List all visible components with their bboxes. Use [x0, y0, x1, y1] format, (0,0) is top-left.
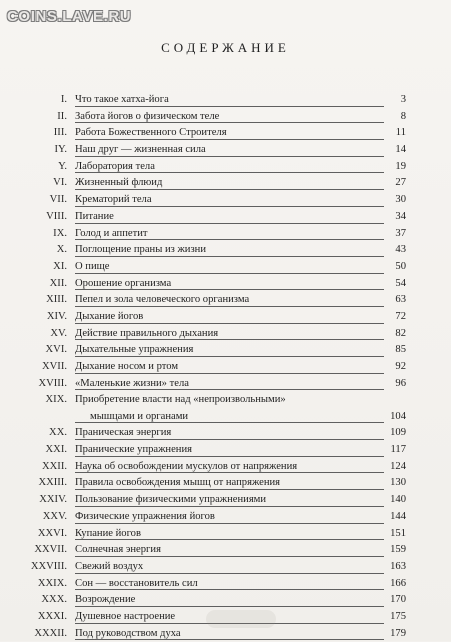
toc-entry	[0, 109, 451, 126]
toc-entry	[0, 442, 451, 459]
page-number: 151	[390, 527, 406, 539]
chapter-title: «Маленькие жизни» тела	[75, 377, 189, 389]
entry-rule	[75, 323, 384, 324]
page-number: 14	[395, 144, 406, 156]
page-number: 34	[395, 210, 406, 222]
chapter-title: Возрождение	[75, 594, 136, 606]
chapter-number: XI.	[53, 260, 67, 272]
page-number: 159	[390, 544, 406, 556]
entry-rule	[75, 523, 384, 524]
chapter-title: Наш друг — жизненная сила	[75, 144, 206, 156]
chapter-title: Орошение организма	[75, 277, 172, 289]
chapter-title: Солнечная энергия	[75, 544, 161, 556]
page-number: 27	[395, 177, 406, 189]
page-number: 166	[390, 577, 406, 589]
entry-rule	[75, 373, 384, 374]
chapter-number: VIII.	[46, 210, 67, 222]
entry-rule	[75, 273, 384, 274]
entry-rule	[75, 456, 384, 457]
entry-rule	[75, 506, 384, 507]
page-number: 179	[390, 627, 406, 639]
chapter-title: Забота йогов о физическом теле	[75, 110, 220, 122]
chapter-title: Лаборатория тела	[75, 160, 155, 172]
chapter-number: XXVI.	[37, 527, 67, 539]
chapter-title: Дыхательные упражнения	[75, 344, 194, 356]
toc-entry	[0, 475, 451, 492]
chapter-title: О пище	[75, 260, 110, 272]
watermark: COINS.LAVE.RU	[7, 8, 132, 25]
chapter-number: VII.	[49, 194, 67, 206]
chapter-title: Действие правильного дыхания	[75, 327, 219, 339]
toc-entry	[0, 259, 451, 276]
chapter-title: Купание йогов	[75, 527, 141, 539]
chapter-number: XXXI.	[37, 610, 67, 622]
chapter-title: Жизненный флюид	[75, 177, 163, 189]
chapter-number: VI.	[53, 177, 67, 189]
toc-entry	[0, 392, 451, 425]
chapter-number: XXIX.	[37, 577, 67, 589]
toc-entry	[0, 592, 451, 609]
chapter-number: XVIII.	[38, 377, 67, 389]
chapter-title: Поглощение праны из жизни	[75, 244, 207, 256]
page-number: 117	[390, 444, 406, 456]
toc-entry	[0, 626, 451, 642]
chapter-title: Пранические упражнения	[75, 444, 193, 456]
toc-entry	[0, 342, 451, 359]
chapter-number: XXIII.	[38, 477, 67, 489]
entry-rule	[75, 489, 384, 490]
chapter-title: Пепел и зола человеческого организма	[75, 294, 250, 306]
entry-rule	[75, 439, 384, 440]
chapter-number: XVII.	[41, 361, 67, 372]
page-number: 109	[390, 427, 406, 439]
entry-rule	[75, 589, 384, 590]
page-number: 11	[395, 127, 406, 139]
page-number: 63	[395, 294, 406, 306]
entry-rule	[75, 539, 384, 540]
chapter-number: XII.	[49, 277, 67, 289]
toc-entry	[0, 576, 451, 593]
toc-entry	[0, 276, 451, 293]
entry-rule	[75, 289, 384, 290]
chapter-number: IX.	[53, 227, 67, 239]
toc-entry	[0, 376, 451, 393]
entry-rule	[75, 189, 384, 190]
chapter-title: Свежий воздух	[75, 560, 144, 572]
entry-rule	[75, 106, 384, 107]
entry-rule	[75, 172, 384, 173]
page-number: 130	[390, 477, 406, 489]
chapter-number: XXV.	[42, 510, 67, 522]
chapter-title: Питание	[75, 210, 114, 222]
page-number: 37	[395, 227, 406, 239]
page-number: 43	[395, 244, 406, 256]
entry-rule	[75, 223, 384, 224]
page-number: 50	[395, 260, 406, 272]
scan-smudge	[206, 610, 276, 628]
toc-entry	[0, 175, 451, 192]
page-number: 140	[390, 494, 406, 506]
chapter-number: XIV.	[46, 310, 67, 322]
chapter-title: Дыхание носом и ртом	[75, 361, 179, 372]
page-number: 96	[395, 377, 406, 389]
chapter-number: XXIV.	[39, 494, 67, 506]
chapter-title: Сон — восстановитель сил	[75, 577, 198, 589]
entry-rule	[75, 139, 384, 140]
page-number: 85	[395, 344, 406, 356]
page-number: 82	[395, 327, 406, 339]
page-number: 92	[395, 361, 406, 372]
toc-entry	[0, 209, 451, 226]
chapter-number: II.	[57, 110, 67, 122]
chapter-number: XXX.	[41, 594, 67, 606]
entry-rule	[75, 239, 384, 240]
page-number: 104	[390, 411, 406, 423]
chapter-number: X.	[56, 244, 67, 256]
chapter-title-continued: мышцами и органами	[90, 411, 189, 423]
toc-entry	[0, 509, 451, 526]
toc-entry	[0, 226, 451, 243]
chapter-number: IY.	[54, 144, 67, 156]
toc-entry	[0, 326, 451, 343]
entry-rule	[75, 422, 384, 423]
toc-entry	[0, 425, 451, 442]
entry-rule	[75, 122, 384, 123]
page-number: 175	[390, 610, 406, 622]
chapter-number: XXII.	[41, 460, 67, 472]
chapter-number: Y.	[58, 160, 67, 172]
page-number: 8	[400, 110, 406, 122]
chapter-number: XXVII.	[34, 544, 67, 556]
entry-rule	[75, 472, 384, 473]
chapter-title: Праническая энергия	[75, 427, 172, 439]
chapter-title: Дыхание йогов	[75, 310, 144, 322]
entry-rule	[75, 206, 384, 207]
chapter-title: Работа Божественного Строителя	[75, 127, 227, 139]
chapter-title: Наука об освобождении мускулов от напряжения	[75, 460, 298, 472]
entry-rule	[75, 256, 384, 257]
page-number: 72	[395, 310, 406, 322]
page-number: 54	[395, 277, 406, 289]
toc-entry	[0, 309, 451, 326]
chapter-number: XVI.	[45, 344, 67, 356]
chapter-title: Физические упражнения йогов	[75, 510, 215, 522]
chapter-number: XX.	[49, 427, 67, 439]
toc-entry	[0, 192, 451, 209]
entry-rule	[75, 639, 384, 640]
chapter-number: XIII.	[46, 294, 67, 306]
entry-rule	[75, 156, 384, 157]
chapter-title: Душевное настроение	[75, 610, 176, 622]
page-number: 30	[395, 194, 406, 206]
page-number: 124	[390, 460, 406, 472]
chapter-number: I.	[60, 94, 67, 105]
entry-rule	[75, 356, 384, 357]
toc-entry	[0, 92, 451, 109]
entry-rule	[75, 606, 384, 607]
toc-entry	[0, 292, 451, 309]
entry-rule	[75, 389, 384, 390]
toc-entry	[0, 526, 451, 543]
chapter-title: Что такое хатха-йога	[75, 94, 169, 105]
chapter-number: XXVIII.	[30, 560, 67, 572]
chapter-number: XIX.	[45, 394, 67, 406]
chapter-title: Голод и аппетит	[75, 227, 148, 239]
toc-entry	[0, 359, 451, 376]
chapter-title: Приобретение власти над «непроизвольными»	[75, 394, 286, 406]
chapter-number: XXI.	[45, 444, 67, 456]
chapter-title: Правила освобождения мышц от напряжения	[75, 477, 281, 489]
entry-rule	[75, 556, 384, 557]
chapter-title: Крематорий тела	[75, 194, 152, 206]
toc-entry	[0, 559, 451, 576]
chapter-number: III.	[53, 127, 67, 139]
page-title: СОДЕРЖАНИЕ	[161, 40, 290, 55]
toc-entry	[0, 542, 451, 559]
table-of-contents	[0, 92, 451, 642]
toc-entry	[0, 492, 451, 509]
page-number: 144	[390, 510, 406, 522]
page-number: 3	[400, 94, 406, 105]
page-number: 170	[390, 594, 406, 606]
entry-rule	[75, 573, 384, 574]
chapter-title: Под руководством духа	[75, 627, 181, 639]
entry-rule	[75, 306, 384, 307]
chapter-title: Пользование физическими упражнениями	[75, 494, 267, 506]
toc-entry	[0, 142, 451, 159]
page-number: 19	[395, 160, 406, 172]
toc-entry	[0, 125, 451, 142]
toc-entry	[0, 242, 451, 259]
entry-rule	[75, 339, 384, 340]
chapter-number: XXXII.	[34, 627, 67, 639]
chapter-number: XV.	[50, 327, 67, 339]
toc-entry	[0, 159, 451, 176]
toc-entry	[0, 459, 451, 476]
page-number: 163	[390, 560, 406, 572]
